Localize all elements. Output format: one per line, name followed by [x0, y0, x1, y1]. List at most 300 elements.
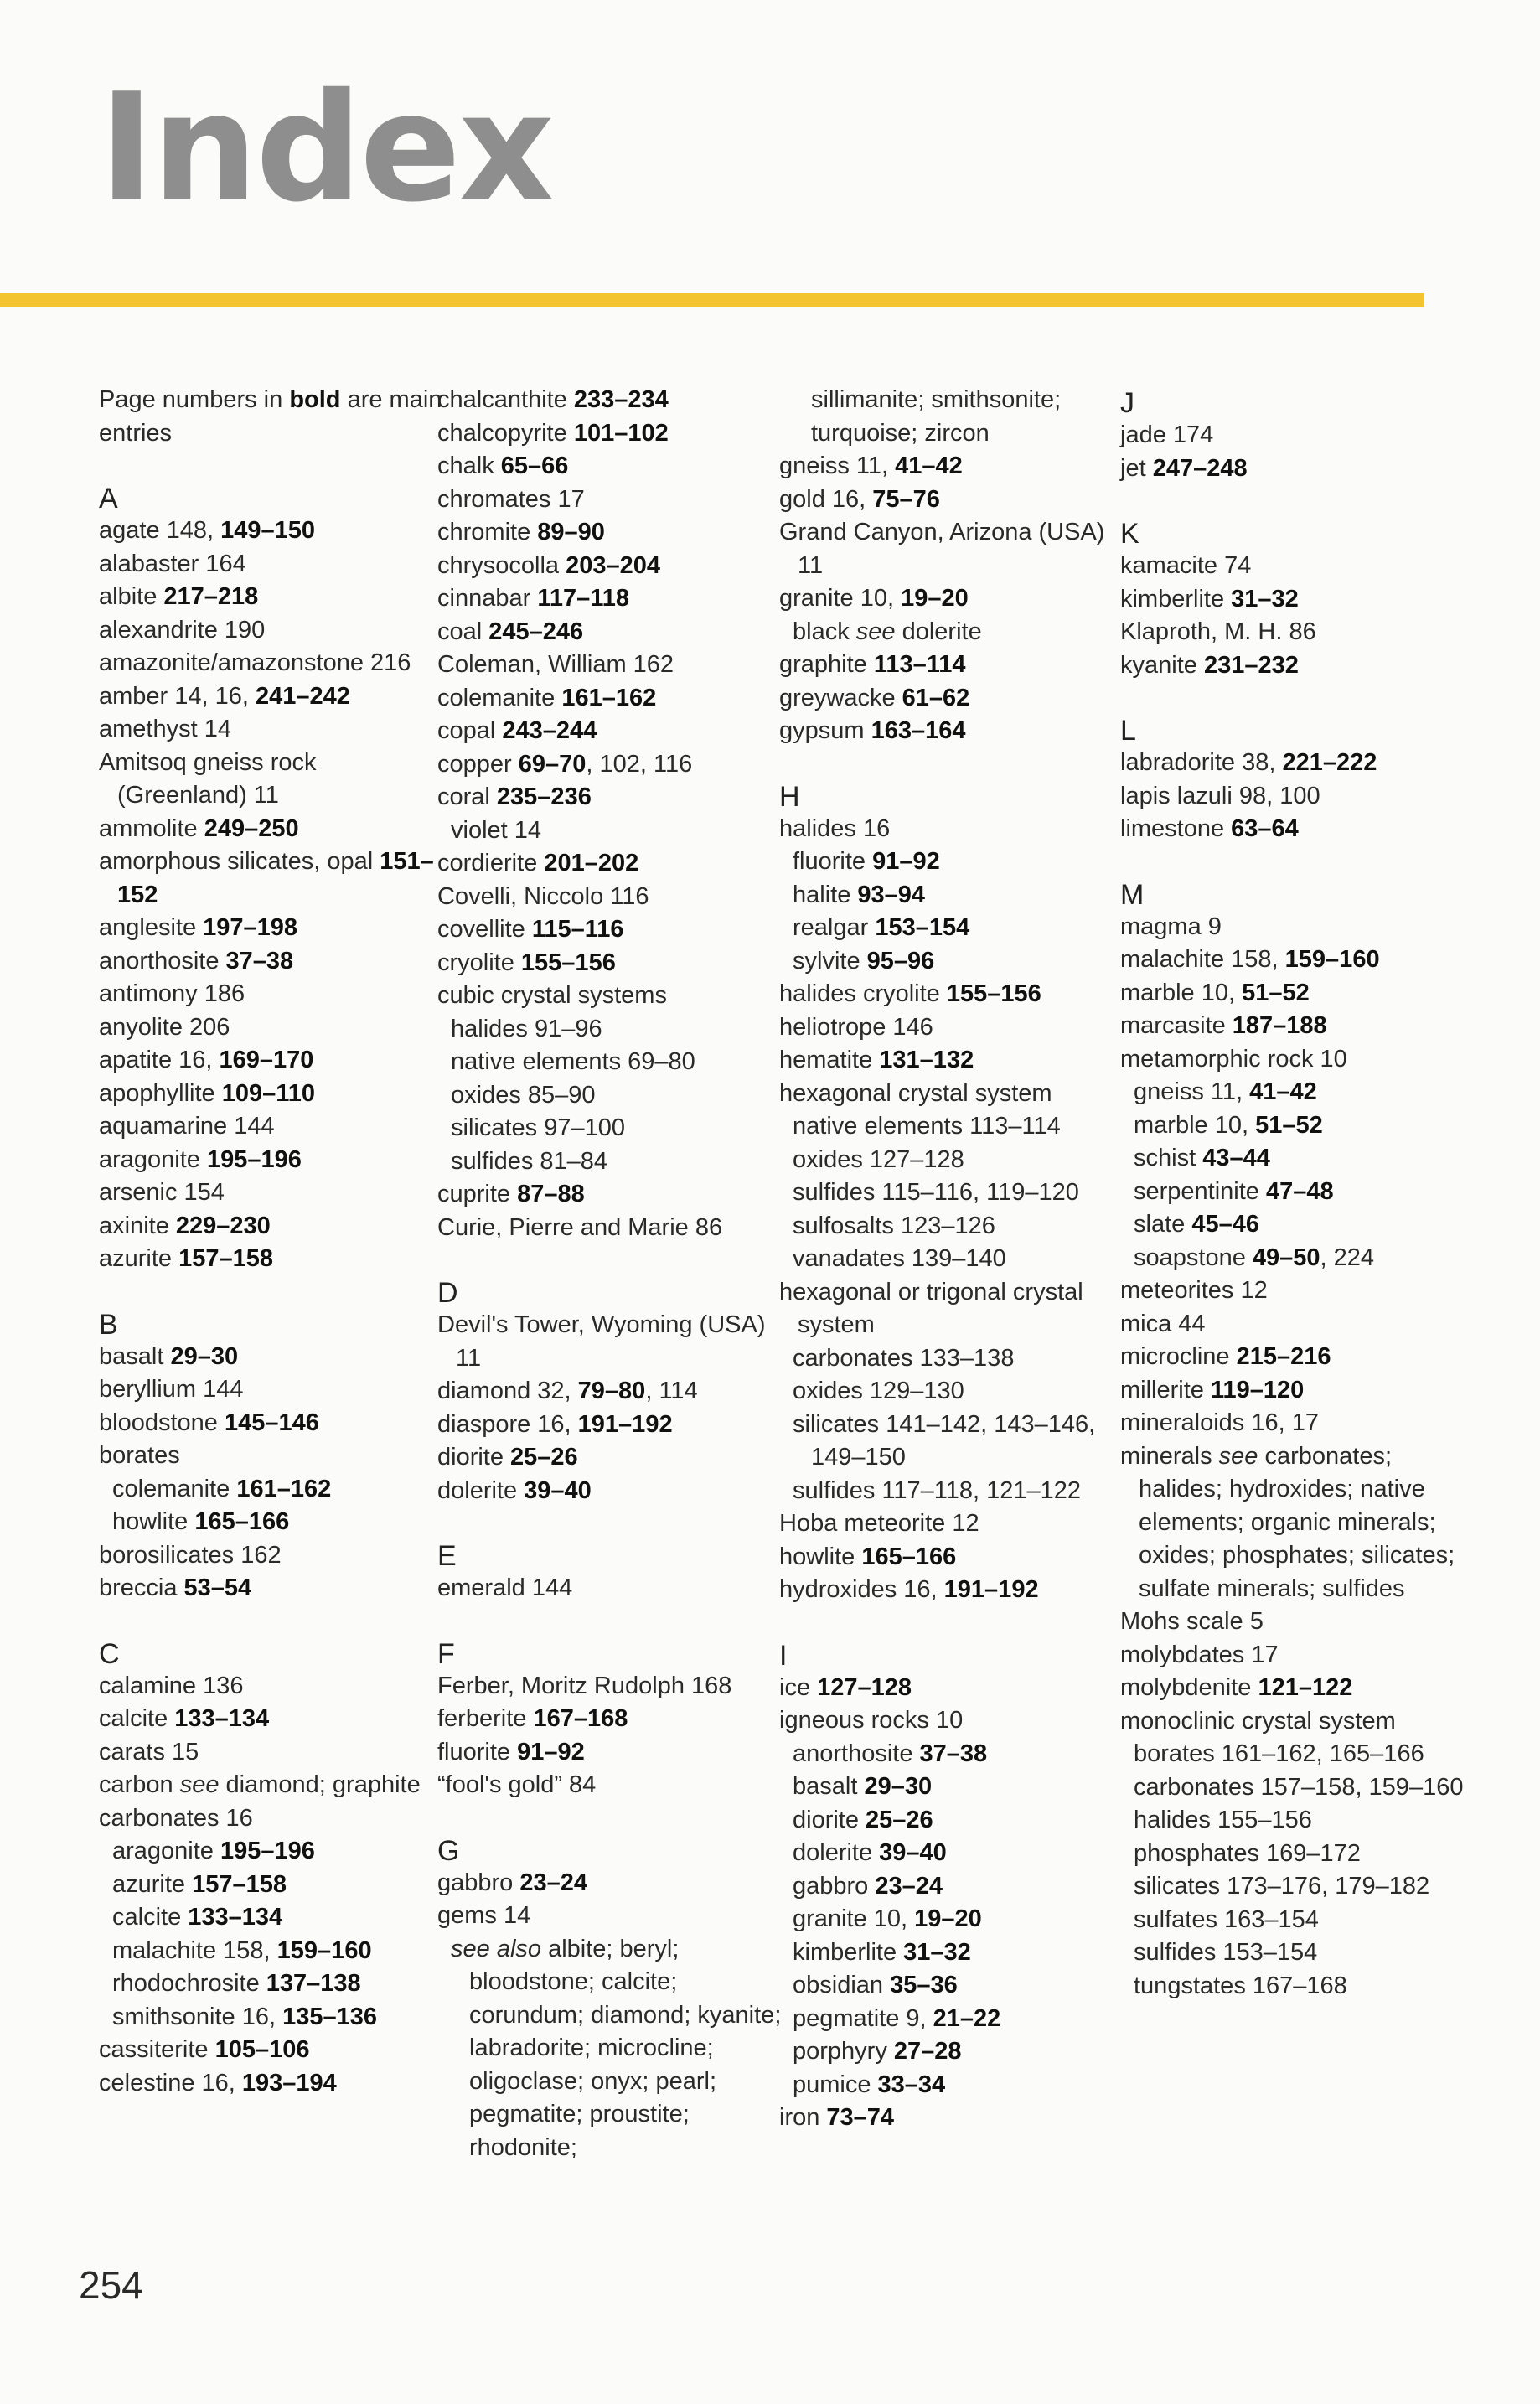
index-subentry [779, 1969, 1131, 2003]
main-page-range: 241–242 [256, 682, 350, 710]
index-entry [1120, 1672, 1472, 1705]
index-entry [99, 1539, 451, 1573]
entry-text: kimberlite [1120, 585, 1232, 613]
index-entry [99, 1736, 451, 1770]
entry-text: hematite [779, 1047, 880, 1073]
index-entry [437, 516, 789, 550]
index-subentry [779, 845, 1131, 879]
main-page-range: 117–118 [537, 585, 630, 612]
index-entry [779, 715, 1131, 748]
main-page-range: 87–88 [517, 1181, 585, 1207]
entry-text: anyolite 206 [99, 1013, 230, 1041]
index-entry [437, 483, 789, 517]
index-subentry [99, 2001, 451, 2034]
entry-text: copper [437, 750, 519, 778]
main-page-range: 161–162 [236, 1475, 332, 1502]
section-letter: B [99, 1308, 118, 1341]
index-subentry [1120, 1738, 1472, 1771]
entry-text: emerald 144 [437, 1574, 573, 1601]
index-entry [99, 1572, 451, 1605]
main-page-range: 215–216 [1236, 1343, 1331, 1370]
index-entry [779, 516, 1131, 582]
main-page-range: 75–76 [872, 485, 940, 513]
entry-text: carats 15 [99, 1738, 199, 1766]
main-page-range: 37–38 [225, 947, 294, 975]
entry-text: beryllium 144 [99, 1376, 244, 1403]
entry-text: limestone [1120, 815, 1232, 842]
main-page-range: 119–120 [1210, 1376, 1305, 1404]
entry-text: Covelli, Niccolo 116 [437, 882, 649, 910]
section-letter: L [1120, 715, 1136, 747]
index-entry [1120, 550, 1472, 583]
main-page-range: 73–74 [826, 2104, 895, 2131]
entry-text: hexagonal crystal system [779, 1079, 1052, 1107]
entry-text: hydroxides 16, [779, 1576, 944, 1603]
index-entry [1120, 747, 1472, 780]
index-subentry [779, 1375, 1131, 1409]
index-subentry [779, 1342, 1131, 1376]
main-page-range: 201–202 [544, 850, 639, 876]
index-subentry [779, 1144, 1131, 1177]
index-subentry [779, 2069, 1131, 2102]
main-page-range: 65–66 [500, 452, 569, 479]
main-page-range: 133–134 [174, 1705, 270, 1732]
main-page-range: 39–40 [879, 1839, 947, 1866]
main-page-range: 127–128 [817, 1673, 912, 1701]
index-entry [437, 947, 789, 980]
entry-text: hexagonal or trigonal crystal system [779, 1278, 1083, 1338]
entry-text: marble 10, [1120, 979, 1243, 1006]
index-subentry [779, 945, 1131, 979]
index-entry [1120, 780, 1472, 814]
main-page-range: 191–192 [943, 1576, 1039, 1603]
entry-text: oxides 85–90 [451, 1081, 596, 1109]
index-section-continued [437, 384, 789, 1244]
entry-text: carbonates 16 [99, 1804, 253, 1832]
index-subentry [99, 1506, 451, 1539]
main-page-range: 115–116 [531, 916, 624, 943]
entry-text: cubic crystal systems [437, 982, 667, 1009]
main-page-range: 159–160 [1284, 946, 1380, 973]
index-column-4 [1120, 384, 1472, 2032]
entry-text: smithsonite 16, [112, 2003, 283, 2030]
index-entry [99, 1670, 451, 1703]
entry-text: colemanite [112, 1475, 237, 1502]
entry-text: carbon [99, 1771, 180, 1798]
entry-text: covellite [437, 916, 532, 943]
main-page-range: 131–132 [879, 1047, 974, 1073]
index-entry [779, 1704, 1131, 1738]
entry-text: coal [437, 618, 489, 645]
index-subentry [1120, 1076, 1472, 1109]
index-entry [99, 1044, 451, 1078]
entry-text: gabbro [793, 1872, 876, 1900]
entry-text: Devil's Tower, Wyoming (USA) 11 [437, 1311, 766, 1372]
entry-text: ammolite [99, 814, 204, 842]
entry-text: gypsum [779, 717, 871, 744]
index-entry [437, 450, 789, 483]
entry-text: Ferber, Moritz Rudolph 168 [437, 1672, 732, 1699]
main-page-range: 155–156 [520, 949, 616, 976]
section-letter: G [437, 1834, 460, 1867]
index-section-m [1120, 876, 1472, 2003]
entry-text: black [793, 618, 856, 645]
main-page-range: 53–54 [183, 1574, 252, 1601]
entry-text: , 114 [645, 1378, 698, 1404]
entry-text: malachite 158, [1120, 946, 1285, 973]
entry-text: chrysocolla [437, 551, 566, 579]
index-entry [1120, 1043, 1472, 1077]
entry-text: phosphates 169–172 [1134, 1839, 1361, 1867]
entry-text: halides cryolite [779, 980, 947, 1007]
main-page-range: 63–64 [1231, 815, 1299, 842]
section-letter: J [1120, 387, 1134, 419]
section-letter: I [779, 1639, 788, 1672]
main-page-range: 69–70 [518, 750, 587, 778]
cross-reference: see [855, 618, 896, 645]
entry-text: albite [99, 583, 164, 610]
index-entry [1120, 944, 1472, 977]
main-page-range: 169–170 [219, 1047, 314, 1073]
entry-text: diorite [437, 1444, 511, 1471]
entry-text: copal [437, 717, 503, 744]
index-entry [1120, 649, 1472, 683]
entry-text: celestine 16, [99, 2069, 242, 2096]
entry-text: sillimanite; smithsonite; turquoise; zircon [811, 386, 1062, 447]
index-subentry [99, 1473, 451, 1507]
index-entry [779, 384, 1131, 450]
index-subentry [1120, 1970, 1472, 2003]
page-number: 254 [79, 2263, 143, 2307]
index-entry [437, 980, 789, 1013]
main-page-range: 249–250 [204, 814, 299, 842]
entry-text: apatite 16, [99, 1047, 220, 1073]
entry-text: arsenic 154 [99, 1179, 225, 1206]
main-page-range: 25–26 [866, 1806, 933, 1833]
index-entry [1120, 583, 1472, 617]
index-subentry [779, 616, 1131, 649]
index-section-l [1120, 711, 1472, 846]
entry-text: calcite [112, 1904, 189, 1931]
index-subentry [437, 1112, 789, 1145]
entry-text: dolerite [895, 618, 982, 645]
main-page-range: 145–146 [224, 1409, 319, 1436]
main-page-range: 47–48 [1266, 1177, 1334, 1205]
main-page-range: 157–158 [192, 1870, 287, 1898]
index-subentry [1120, 1838, 1472, 1871]
entry-text: diamond 32, [437, 1378, 578, 1404]
entry-text: aragonite [112, 1838, 220, 1864]
entry-text: amazonite/amazonstone 216 [99, 649, 411, 676]
index-entry [99, 1440, 451, 1473]
index-section-a [99, 479, 451, 1276]
index-entry [437, 781, 789, 814]
entry-text: oxides 129–130 [793, 1378, 964, 1404]
index-subentry [779, 1903, 1131, 1936]
entry-text: realgar [793, 914, 876, 941]
main-page-range: 29–30 [864, 1773, 933, 1800]
entry-text: violet 14 [451, 816, 542, 844]
index-column-1 [99, 384, 451, 2129]
main-page-range: 167–168 [533, 1705, 628, 1732]
index-entry [437, 1736, 789, 1770]
entry-text: azurite [112, 1870, 193, 1898]
entry-text: Klaproth, M. H. 86 [1120, 618, 1316, 645]
entry-text: igneous rocks 10 [779, 1707, 964, 1734]
entry-text: chromates 17 [437, 485, 585, 513]
entry-text: coral [437, 783, 497, 810]
index-entry [779, 978, 1131, 1011]
entry-text: breccia [99, 1574, 184, 1601]
main-page-range: 101–102 [573, 419, 669, 447]
entry-text: slate [1134, 1211, 1192, 1238]
entry-text: calamine 136 [99, 1672, 244, 1699]
entry-text: silicates 173–176, 179–182 [1134, 1873, 1430, 1900]
index-section-b [99, 1305, 451, 1605]
main-page-range: 161–162 [561, 684, 657, 711]
entry-text: native elements 69–80 [451, 1048, 695, 1075]
main-page-range: 39–40 [524, 1476, 592, 1504]
main-page-range: 79–80 [577, 1378, 646, 1404]
index-entry [1120, 1374, 1472, 1408]
main-page-range: 165–166 [194, 1508, 290, 1535]
index-entry [437, 715, 789, 748]
index-entry [99, 680, 451, 714]
main-page-range: 19–20 [914, 1905, 982, 1932]
index-entry [437, 1441, 789, 1475]
entry-text: jet [1120, 454, 1153, 482]
index-entry [1120, 1639, 1472, 1672]
index-entry [779, 2102, 1131, 2135]
page-title: Index [99, 61, 552, 235]
index-entry [99, 813, 451, 846]
entry-text: molybdates 17 [1120, 1641, 1279, 1668]
entry-text: anglesite [99, 914, 204, 941]
index-subentry [99, 1901, 451, 1935]
entry-text: oxides 127–128 [793, 1145, 964, 1173]
entry-text: ice [779, 1673, 818, 1701]
index-entry [1120, 1605, 1472, 1639]
entry-text: chalk [437, 452, 501, 479]
main-page-range: 149–150 [220, 517, 316, 544]
index-subentry [99, 1869, 451, 1902]
index-entry [437, 1900, 789, 1933]
entry-text: soapstone [1134, 1243, 1253, 1271]
main-page-range: 235–236 [496, 783, 592, 810]
entry-text: kimberlite [793, 1938, 904, 1966]
index-subentry [437, 1079, 789, 1113]
main-page-range: 27–28 [893, 2038, 962, 2065]
main-page-range: 113–114 [873, 651, 966, 678]
main-page-range: 21–22 [933, 2004, 1001, 2032]
index-subentry [779, 1837, 1131, 1870]
index-entry [99, 747, 451, 813]
section-letter: A [99, 483, 118, 514]
entry-text: aragonite [99, 1145, 207, 1173]
index-section-g [437, 1832, 789, 2165]
main-page-range: 217–218 [163, 583, 259, 610]
index-entry [99, 1243, 451, 1276]
entry-text: axinite [99, 1212, 176, 1239]
main-page-range: 49–50 [1252, 1243, 1320, 1271]
entry-text: aquamarine 144 [99, 1113, 275, 1140]
index-subentry [437, 1046, 789, 1079]
entry-text: diamond; graphite [219, 1771, 421, 1798]
entry-text: howlite [112, 1508, 195, 1535]
entry-text: magma 9 [1120, 912, 1222, 940]
main-page-range: 23–24 [875, 1872, 943, 1900]
index-entry [437, 682, 789, 716]
main-page-range: 43–44 [1202, 1145, 1270, 1171]
main-page-range: 245–246 [488, 618, 584, 645]
index-entry [99, 1769, 451, 1802]
index-entry [437, 1769, 789, 1802]
entry-text: heliotrope 146 [779, 1013, 933, 1041]
entry-text: amethyst 14 [99, 716, 231, 742]
entry-text: carbonates; halides; hydroxides; native elements; organic minerals; oxides; phosphates; silicates; sulfate minerals; sulfides [1139, 1442, 1455, 1602]
index-entry [1120, 1440, 1472, 1606]
index-column-2 [437, 384, 789, 2194]
entry-text: colemanite [437, 684, 562, 711]
index-entry [779, 1078, 1131, 1111]
index-subentry [779, 1243, 1131, 1276]
entry-text: Hoba meteorite 12 [779, 1510, 979, 1537]
main-page-range: 31–32 [903, 1938, 971, 1966]
index-subentry [1120, 1109, 1472, 1143]
entry-text: cordierite [437, 850, 545, 876]
index-entry [779, 1672, 1131, 1705]
index-entry [99, 1011, 451, 1045]
main-page-range: 195–196 [207, 1145, 302, 1173]
entry-text: metamorphic rock 10 [1120, 1045, 1347, 1073]
section-letter: C [99, 1637, 120, 1670]
index-subentry [779, 1771, 1131, 1804]
index-entry [437, 1375, 789, 1409]
entry-text: Grand Canyon, Arizona (USA) 11 [779, 519, 1105, 579]
index-subentry [779, 1804, 1131, 1838]
entry-text: vanadates 139–140 [793, 1245, 1006, 1272]
index-entry [1120, 1705, 1472, 1739]
main-page-range: 105–106 [214, 2036, 310, 2063]
index-entry [99, 2067, 451, 2101]
index-entry [779, 450, 1131, 483]
note-text: Page numbers in [99, 386, 290, 413]
entry-text: “fool's gold” 84 [437, 1771, 597, 1798]
index-entry [437, 1309, 789, 1375]
index-entry [99, 845, 451, 912]
main-page-range: 203–204 [566, 551, 661, 579]
index-entry [779, 1574, 1131, 1607]
entry-text: Mohs scale 5 [1120, 1608, 1264, 1635]
entry-text: cassiterite [99, 2036, 215, 2063]
main-page-range: 29–30 [170, 1342, 239, 1370]
entry-text: kamacite 74 [1120, 552, 1252, 579]
entry-text: amber 14, 16, [99, 682, 256, 710]
entry-text: diorite [793, 1806, 866, 1833]
index-entry [437, 1703, 789, 1736]
entry-text: granite 10, [793, 1905, 915, 1932]
entry-text: halides 91–96 [451, 1015, 602, 1042]
index-entry [1120, 977, 1472, 1011]
index-entry [437, 417, 789, 451]
entry-text: alabaster 164 [99, 550, 246, 577]
entry-text: pegmatite 9, [793, 2004, 933, 2032]
main-page-range: 229–230 [175, 1212, 271, 1239]
index-entry [1120, 1341, 1472, 1374]
index-subentry [99, 1935, 451, 1968]
bold-keyword: bold [289, 386, 341, 413]
main-page-range: 33–34 [877, 2071, 946, 2098]
index-subentry [779, 1475, 1131, 1508]
index-subentry [779, 912, 1131, 945]
main-page-range: 243–244 [502, 717, 597, 744]
main-page-range: 197–198 [203, 914, 298, 941]
main-page-range: 155–156 [946, 980, 1041, 1007]
entry-text: halite [793, 881, 858, 908]
main-page-range: 121–122 [1258, 1674, 1353, 1701]
index-entry [779, 1044, 1131, 1078]
index-subentry [437, 814, 789, 848]
entry-text: chalcopyrite [437, 419, 574, 447]
entry-text: obsidian [793, 1972, 891, 1998]
main-page-range: 153–154 [875, 914, 970, 941]
main-page-range: 51–52 [1255, 1111, 1323, 1139]
entry-text: sulfosalts 123–126 [793, 1212, 995, 1239]
index-entry [99, 1144, 451, 1177]
main-page-range: 137–138 [266, 1970, 361, 1997]
index-entry [99, 2034, 451, 2067]
entry-text: anorthosite [99, 947, 226, 975]
entry-text: millerite [1120, 1376, 1211, 1404]
entry-text: sulfides 81–84 [451, 1147, 608, 1175]
entry-text: dolerite [793, 1839, 880, 1866]
index-entry [437, 881, 789, 914]
entry-text: chalcanthite [437, 386, 574, 413]
index-entry [1120, 419, 1472, 452]
entry-text: albite; beryl; bloodstone; calcite; corundum; diamond; kyanite; labradorite; microcline; oligoclase; onyx; pearl; pegmatite; proustite; rhodonite; [469, 1935, 782, 2161]
index-entry [437, 1670, 789, 1703]
index-subentry [779, 1870, 1131, 1904]
index-entry [1120, 1308, 1472, 1342]
main-page-range: 163–164 [871, 717, 966, 744]
entry-text: granite 10, [779, 585, 902, 612]
entry-text: malachite 158, [112, 1936, 277, 1964]
index-entry [779, 682, 1131, 716]
main-page-range: 187–188 [1232, 1012, 1327, 1039]
entry-text: ferberite [437, 1705, 534, 1732]
entry-text: minerals [1120, 1442, 1219, 1470]
cross-reference: see [1218, 1442, 1258, 1470]
index-subentry [779, 1110, 1131, 1144]
entry-text: halides 16 [779, 814, 891, 842]
entry-text: calcite [99, 1705, 175, 1732]
index-note [99, 384, 451, 450]
index-subentry [1120, 1904, 1472, 1937]
entry-text: jade 174 [1120, 421, 1214, 448]
index-section-i [779, 1636, 1131, 2135]
entry-text: silicates 141–142, 143–146, 149–150 [793, 1410, 1096, 1471]
index-entry [99, 614, 451, 648]
index-subentry [1120, 1870, 1472, 1904]
entry-text: sylvite [793, 947, 867, 975]
index-entry [99, 1341, 451, 1374]
index-entry [437, 1475, 789, 1508]
index-subentry [1120, 1208, 1472, 1242]
entry-text: pumice [793, 2071, 878, 2098]
entry-text: lapis lazuli 98, 100 [1120, 782, 1320, 809]
index-subentry [437, 1933, 789, 2165]
entry-text: meteorites 12 [1120, 1277, 1268, 1304]
